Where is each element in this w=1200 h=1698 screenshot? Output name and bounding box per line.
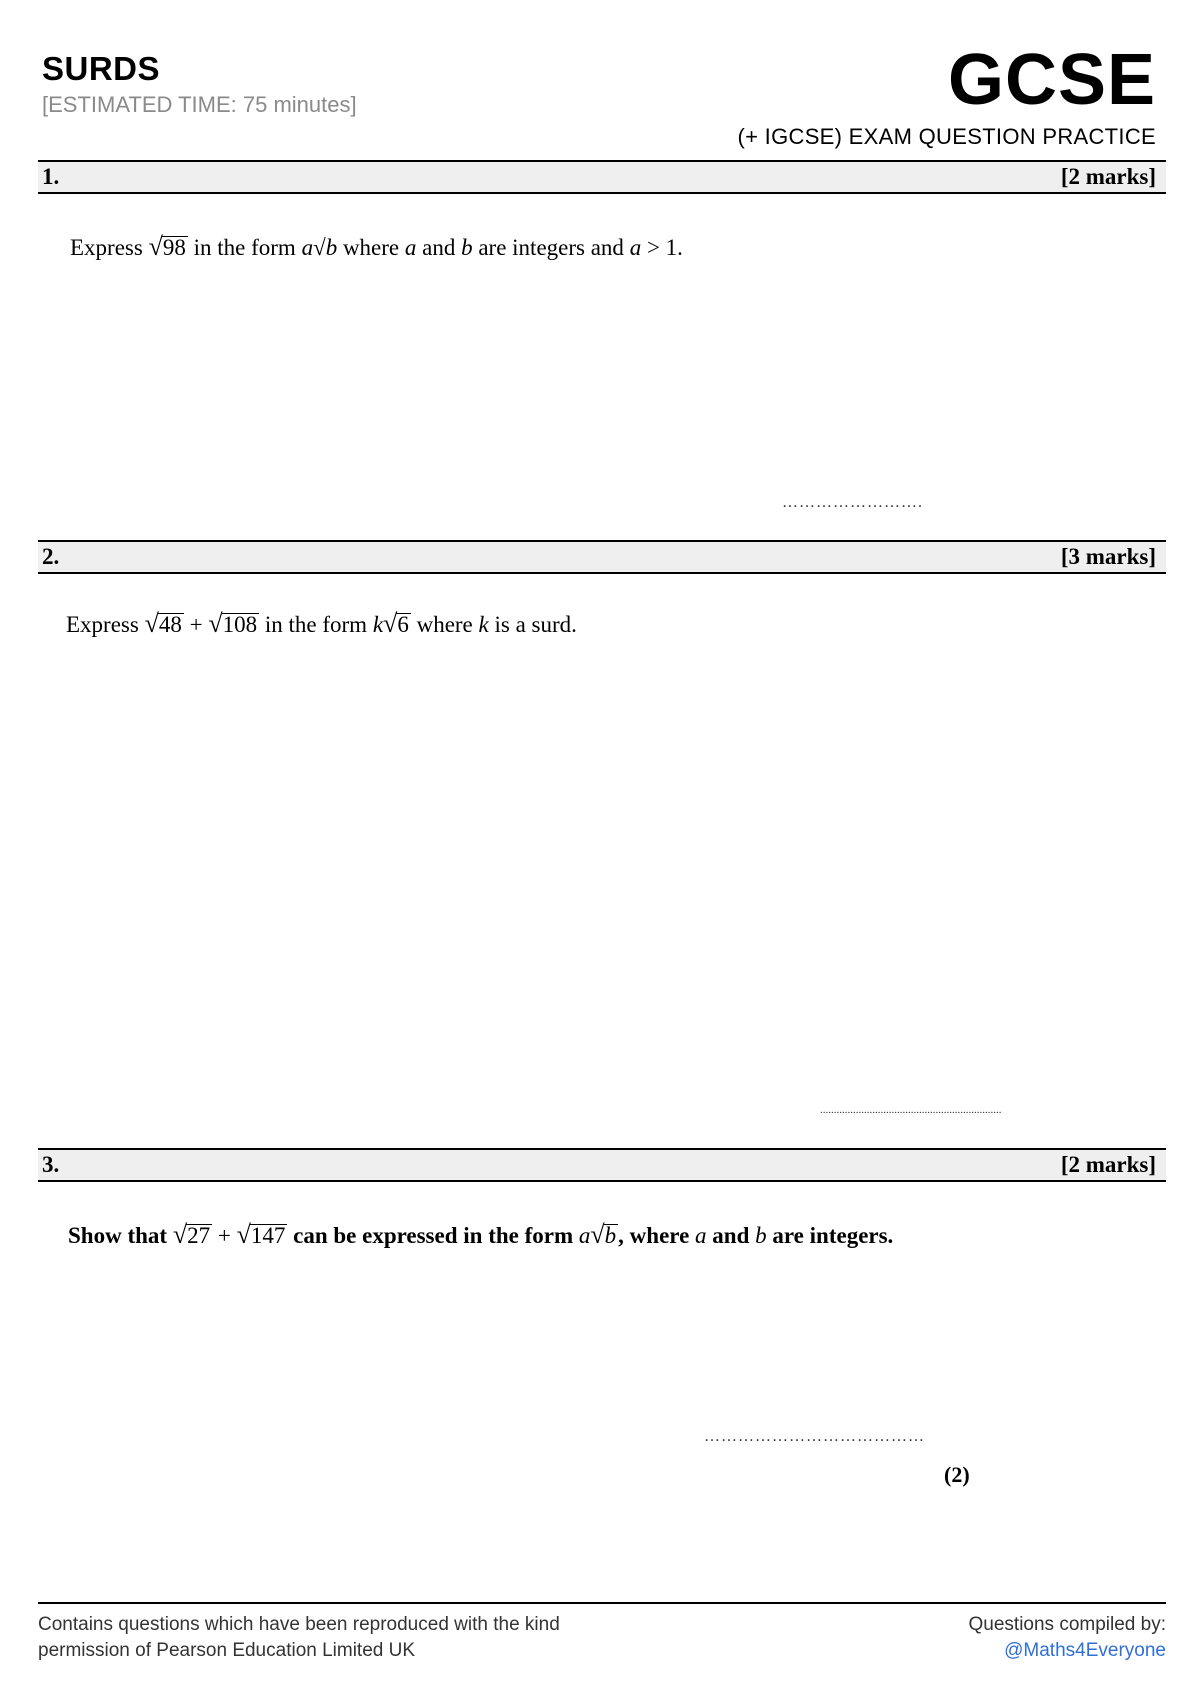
footer-credits xyxy=(969,1612,1167,1664)
footer-text: permission of Pearson Education Limited UK xyxy=(38,1640,416,1661)
variable: a xyxy=(578,1223,591,1248)
text: Show that xyxy=(68,1223,168,1248)
text: , where xyxy=(618,1223,690,1248)
question-2-text xyxy=(66,609,577,639)
radicand: 48 xyxy=(158,612,182,637)
radicand: 6 xyxy=(397,612,409,637)
text: are integers. xyxy=(772,1223,894,1248)
question-1-text xyxy=(70,232,683,262)
marks-label: (2) xyxy=(944,1462,970,1487)
text: in the form xyxy=(264,612,368,637)
sqrt-symbol: √ xyxy=(172,1220,188,1249)
text: > 1. xyxy=(646,235,683,260)
variable: b xyxy=(325,235,338,260)
variable: a xyxy=(301,235,314,260)
text: in the form xyxy=(193,235,296,260)
question-number: 3. xyxy=(42,1152,60,1177)
footer-copyright xyxy=(38,1612,560,1664)
variable: k xyxy=(478,612,489,637)
text: Express xyxy=(66,612,139,637)
sqrt-symbol: √ xyxy=(208,609,223,638)
question-2-header xyxy=(38,540,1166,574)
question-3-text xyxy=(68,1220,893,1250)
footer-divider xyxy=(38,1602,1166,1604)
variable: a xyxy=(629,235,642,260)
variable: a xyxy=(404,235,417,260)
text: and xyxy=(422,235,456,260)
radicand: 147 xyxy=(250,1223,286,1248)
plus-sign: + xyxy=(189,612,203,637)
sqrt-symbol: √ xyxy=(144,609,159,638)
text: and xyxy=(712,1223,750,1248)
question-marks: [2 marks] xyxy=(1060,1152,1156,1177)
variable: b xyxy=(461,235,473,260)
radicand: 27 xyxy=(187,1223,211,1248)
sqrt-symbol: √ xyxy=(236,1220,251,1249)
text: can be expressed in the form xyxy=(293,1223,574,1248)
text: are integers and xyxy=(478,235,624,260)
text: Express xyxy=(70,235,143,260)
brand-subtitle: (+ IGCSE) EXAM QUESTION PRACTICE xyxy=(737,124,1156,149)
sqrt-symbol: √ xyxy=(148,232,163,261)
question-1-header xyxy=(38,160,1166,194)
footer-text: Questions compiled by: xyxy=(968,1614,1166,1635)
author-handle-link[interactable]: @Maths4Everyone xyxy=(1004,1640,1166,1661)
brand-title: GCSE xyxy=(947,40,1156,120)
answer-line: ………………………………… xyxy=(704,1428,925,1445)
question-marks: [3 marks] xyxy=(1060,544,1156,569)
radicand: 108 xyxy=(222,612,258,637)
question-number: 2. xyxy=(42,544,60,569)
sqrt-symbol: √ xyxy=(590,1220,605,1249)
footer-text: Contains questions which have been reproduced with the kind xyxy=(38,1614,560,1635)
answer-line: ……………………. xyxy=(782,494,923,511)
answer-line: .................................................................. xyxy=(820,1104,1002,1116)
question-3-header xyxy=(38,1148,1166,1182)
radicand: b xyxy=(604,1223,617,1248)
text: where xyxy=(342,235,400,260)
variable: a xyxy=(695,1223,707,1248)
page-title: SURDS xyxy=(42,50,161,87)
sqrt-symbol: √ xyxy=(383,609,398,638)
question-number: 1. xyxy=(42,164,60,189)
variable: b xyxy=(755,1223,767,1248)
radicand: 98 xyxy=(162,235,186,260)
question-marks: [2 marks] xyxy=(1060,164,1156,189)
estimated-time: [ESTIMATED TIME: 75 minutes] xyxy=(42,92,357,117)
text: is a surd. xyxy=(494,612,577,637)
text: where xyxy=(416,612,473,637)
variable: k xyxy=(372,612,384,637)
plus-sign: + xyxy=(217,1223,231,1248)
sqrt-symbol: √ xyxy=(313,235,326,260)
